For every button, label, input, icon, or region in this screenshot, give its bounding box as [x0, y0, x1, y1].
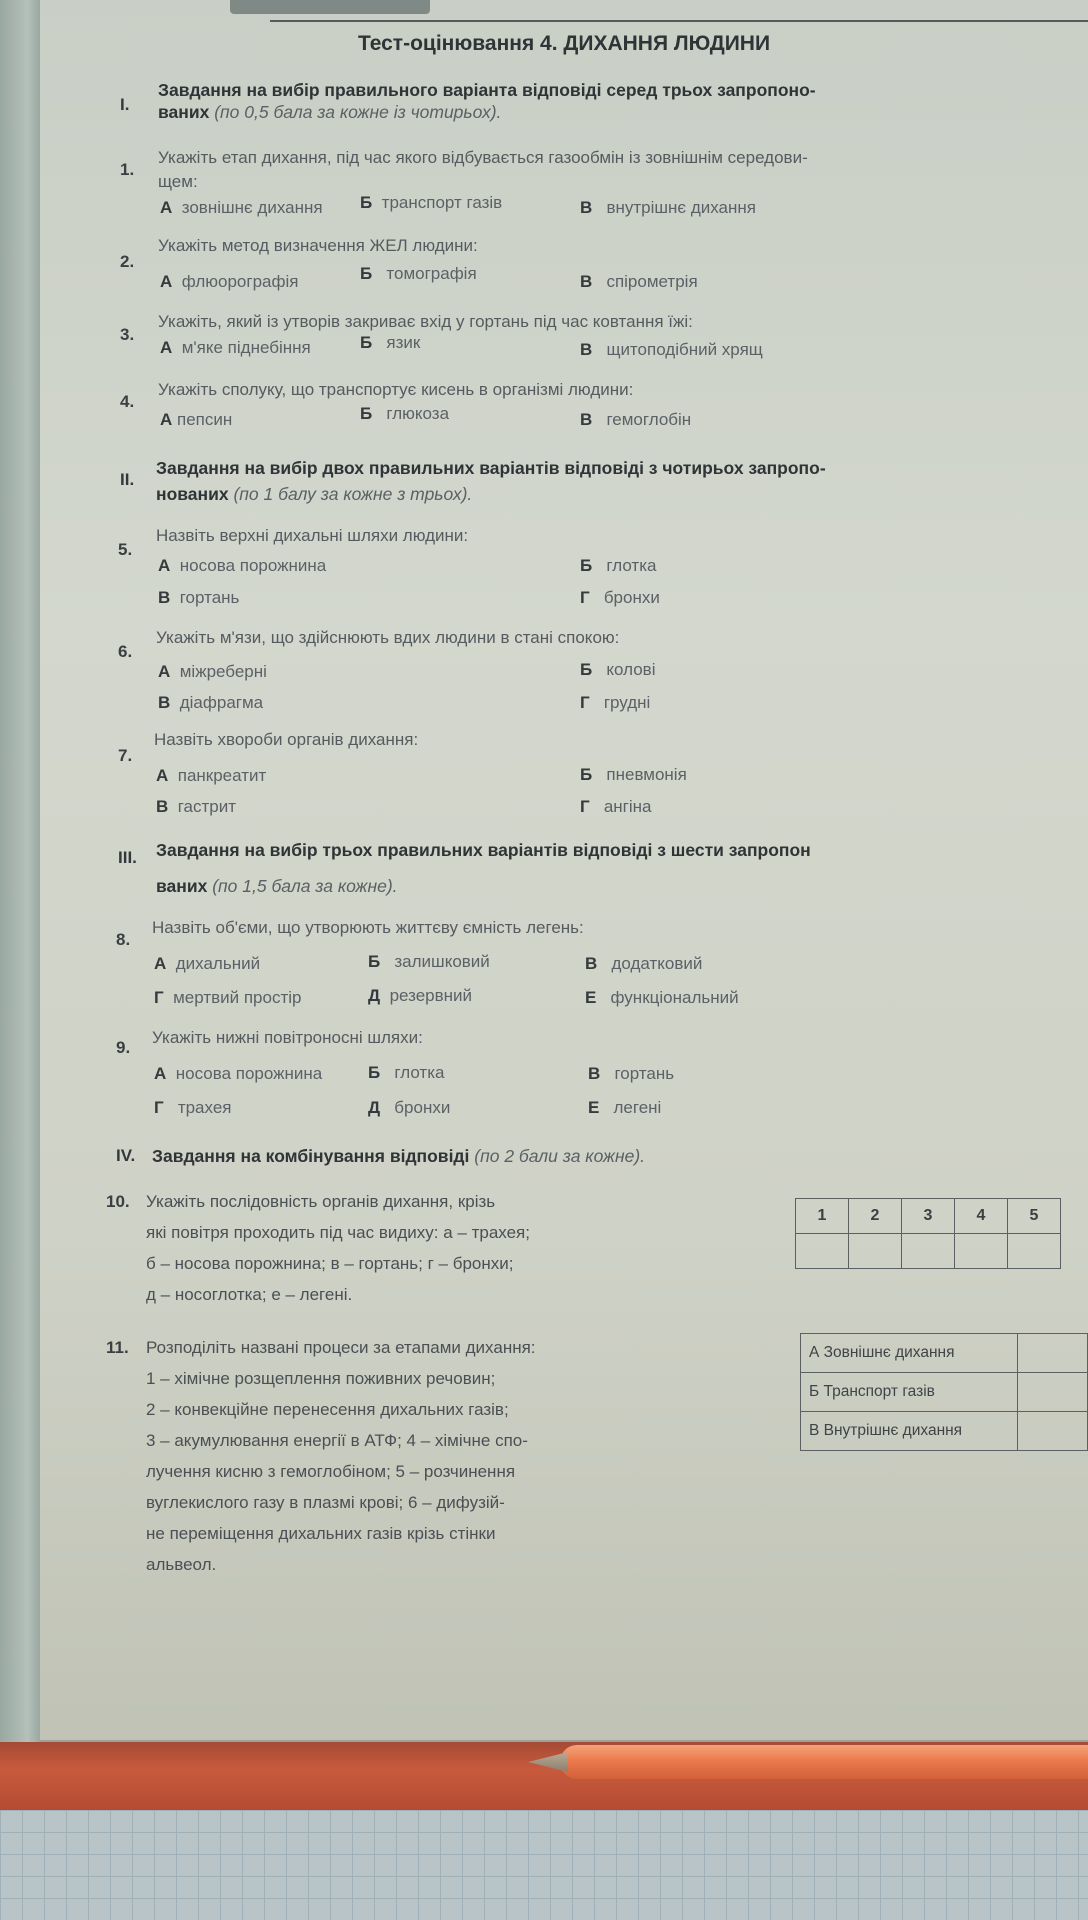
- option[interactable]: В щитоподібний хрящ: [580, 340, 763, 359]
- option[interactable]: А дихальний: [154, 954, 261, 973]
- option[interactable]: Д бронхи: [368, 1098, 451, 1117]
- question-text: Укажіть послідовність органів дихання, крізь які повітря проходить під час видиху: а – трахея; б – носова порожнина; в – гортань; г – бронхи; д – носоглотка; е – легені.: [146, 1192, 530, 1304]
- answer-cell[interactable]: [796, 1234, 849, 1269]
- question-number: 11.: [106, 1338, 129, 1357]
- question-number: 3.: [120, 325, 135, 344]
- option[interactable]: Б глотка: [368, 1063, 445, 1082]
- section-title: Завдання на вибір правильного варіанта відповіді серед трьох запропоно-: [158, 80, 816, 100]
- question-text: Укажіть м'язи, що здійснюють вдих людини в стані спокою:: [156, 628, 620, 647]
- sequence-answer-table: [795, 1198, 1061, 1269]
- question-text: Назвіть верхні дихальні шляхи людини:: [156, 526, 469, 545]
- option[interactable]: В діафрагма: [158, 693, 264, 712]
- table-header-cell: 2: [849, 1199, 902, 1234]
- option[interactable]: А міжреберні: [158, 662, 267, 681]
- option[interactable]: А пепсин: [160, 410, 233, 429]
- option[interactable]: В гортань: [158, 588, 240, 607]
- question-number: 6.: [118, 642, 133, 661]
- option[interactable]: В гемоглобін: [580, 410, 692, 429]
- question-text: Розподіліть названі процеси за етапами дихання: 1 – хімічне розщеплення поживних речовин; 2 – конвекційне перенесення дихальних газів; 3 – акумулювання енергії в АТФ; 4 – хімічне спо- лучення кисню з гемоглобіном; 5 – розчинення вуглекислого газу в плазмі крові; 6 – дифузій- не переміщення дихальних газів крізь стінки альвеол.: [146, 1338, 536, 1574]
- answer-cell[interactable]: [1017, 1412, 1088, 1451]
- page-title: Тест-оцінювання 4. ДИХАННЯ ЛЮДИНИ: [357, 32, 771, 55]
- section-number: ІІ.: [120, 470, 135, 489]
- question-number: 10.: [106, 1192, 130, 1211]
- option[interactable]: В внутрішнє дихання: [580, 198, 756, 217]
- table-header-cell: 1: [796, 1199, 849, 1234]
- answer-cell[interactable]: [1008, 1234, 1061, 1269]
- table-header-cell: 3: [902, 1199, 955, 1234]
- question-number: 1.: [120, 160, 135, 179]
- section-title: Завдання на комбінування відповіді (по 2 бали за кожне).: [152, 1146, 646, 1166]
- stage-label: В Внутрішнє дихання: [801, 1412, 1018, 1451]
- option[interactable]: В спірометрія: [580, 272, 698, 291]
- question-text: Укажіть нижні повітроносні шляхи:: [152, 1028, 423, 1047]
- question-text-cont: щем:: [158, 172, 198, 191]
- option[interactable]: Г бронхи: [580, 588, 660, 607]
- question-text: Укажіть етап дихання, під час якого відбувається газообмін із зовнішнім середови-: [158, 148, 808, 167]
- option[interactable]: Г ангіна: [580, 797, 652, 816]
- section-number: ІІІ.: [118, 848, 137, 867]
- option[interactable]: А м'яке піднебіння: [160, 338, 311, 357]
- option[interactable]: А панкреатит: [156, 766, 267, 785]
- section-title-cont: ваних (по 1,5 бала за кожне).: [156, 876, 398, 896]
- question-text: Назвіть хвороби органів дихання:: [154, 730, 419, 749]
- option[interactable]: Г грудні: [580, 693, 651, 712]
- question-text: Укажіть, який із утворів закриває вхід у гортань під час ковтання їжі:: [158, 312, 693, 331]
- option[interactable]: Б глотка: [580, 556, 657, 575]
- table-header-cell: 5: [1008, 1199, 1061, 1234]
- option[interactable]: Б залишковий: [368, 952, 490, 971]
- section-number: IV.: [116, 1146, 136, 1165]
- option[interactable]: В додатковий: [585, 954, 703, 973]
- option[interactable]: Б глюкоза: [360, 404, 450, 423]
- option[interactable]: Б колові: [580, 660, 656, 679]
- question-number: 9.: [116, 1038, 131, 1057]
- section-title: Завдання на вибір трьох правильних варіантів відповіді з шести запропон: [156, 840, 811, 860]
- section-number: І.: [120, 95, 130, 114]
- answer-cell[interactable]: [1017, 1373, 1088, 1412]
- section-title: Завдання на вибір двох правильних варіантів відповіді з чотирьох запропо-: [156, 458, 826, 478]
- option[interactable]: Г мертвий простір: [154, 988, 302, 1007]
- option[interactable]: Е функціональний: [585, 988, 739, 1007]
- question-text: Укажіть метод визначення ЖЕЛ людини:: [158, 236, 478, 255]
- question-number: 2.: [120, 252, 135, 271]
- option[interactable]: Е легені: [588, 1098, 662, 1117]
- question-text: Укажіть сполуку, що транспортує кисень в організмі людини:: [158, 380, 634, 399]
- section-title-cont: ваних (по 0,5 бала за кожне із чотирьох).: [158, 102, 502, 122]
- header-rule: [270, 20, 1088, 22]
- textbook-page: [40, 0, 1088, 1760]
- section-title-cont: нованих (по 1 балу за кожне з трьох).: [156, 484, 473, 504]
- option[interactable]: Д резервний: [368, 986, 473, 1005]
- option[interactable]: Б язик: [360, 333, 421, 352]
- option[interactable]: А носова порожнина: [158, 556, 327, 575]
- answer-cell[interactable]: [849, 1234, 902, 1269]
- option[interactable]: В гастрит: [156, 797, 237, 816]
- question-number: 8.: [116, 930, 131, 949]
- question-text: Назвіть об'єми, що утворюють життєву ємність легень:: [152, 918, 584, 937]
- option[interactable]: Б пневмонія: [580, 765, 687, 784]
- question-number: 4.: [120, 392, 135, 411]
- orange-pen: [560, 1745, 1088, 1779]
- option[interactable]: В гортань: [588, 1064, 675, 1083]
- stages-answer-table: [800, 1333, 1088, 1451]
- answer-cell[interactable]: [1017, 1334, 1088, 1373]
- stage-label: Б Транспорт газів: [801, 1373, 1018, 1412]
- option[interactable]: Г трахея: [154, 1098, 232, 1117]
- question-number: 5.: [118, 540, 133, 559]
- table-header-cell: 4: [955, 1199, 1008, 1234]
- option[interactable]: А флюорографія: [160, 272, 299, 291]
- grid-paper: [0, 1810, 1088, 1920]
- question-number: 7.: [118, 746, 133, 765]
- option[interactable]: Б томографія: [360, 264, 477, 283]
- stage-label: А Зовнішнє дихання: [801, 1334, 1018, 1373]
- option[interactable]: А зовнішнє дихання: [160, 198, 323, 217]
- answer-cell[interactable]: [955, 1234, 1008, 1269]
- option[interactable]: А носова порожнина: [154, 1064, 323, 1083]
- page-header-banner: [230, 0, 430, 14]
- answer-cell[interactable]: [902, 1234, 955, 1269]
- option[interactable]: Б транспорт газів: [360, 193, 503, 212]
